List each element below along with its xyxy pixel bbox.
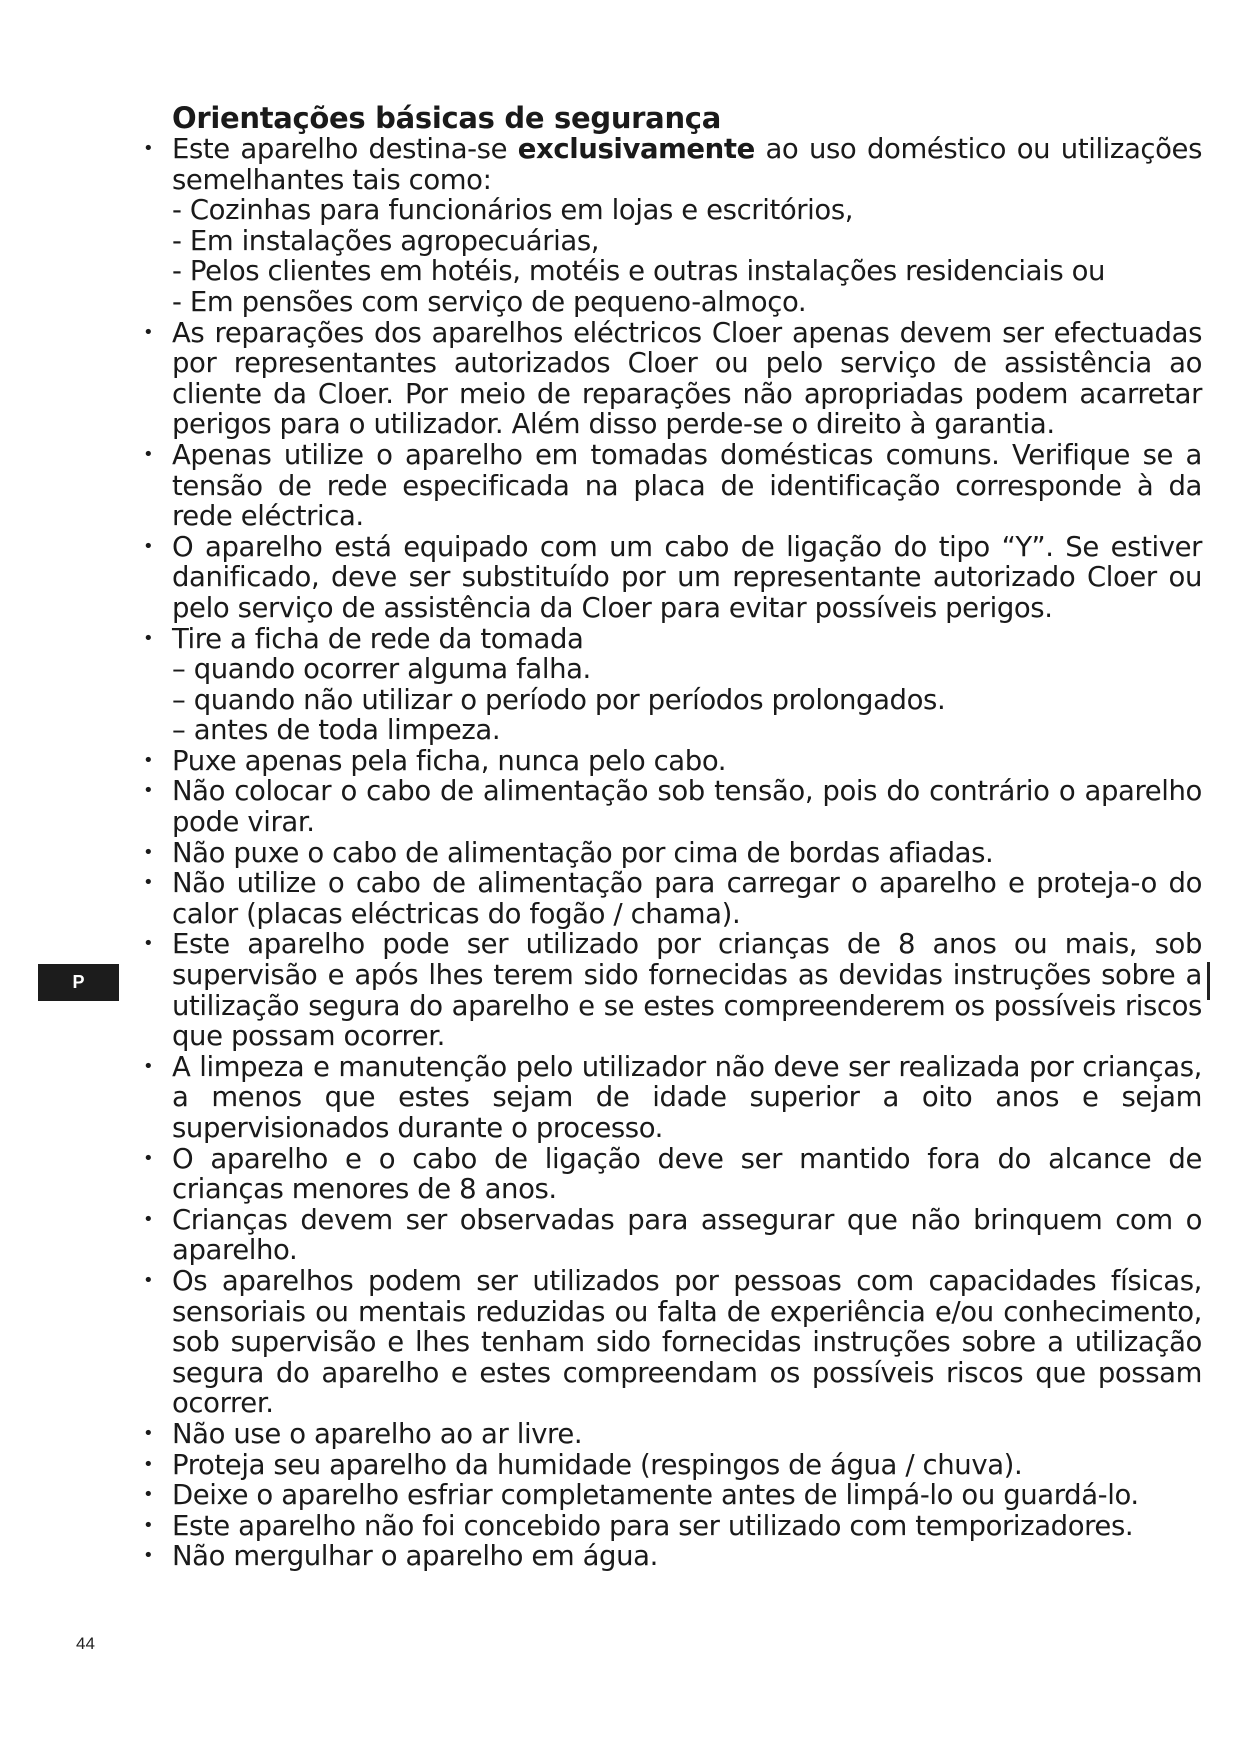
item-text: Este aparelho pode ser utilizado por crianças de 8 anos ou mais, sob supervisão e após lhes terem sido fornecidas as devidas instruções sobre a utilização segura do aparelho e se estes compreenderem os possíveis riscos que possam ocorrer. <box>172 928 1202 1053</box>
bullet-icon: • <box>143 1269 154 1291</box>
list-item <box>143 438 1202 533</box>
list-item <box>143 1264 1202 1420</box>
bullet-icon: • <box>143 1208 154 1230</box>
bullet-icon: • <box>143 443 154 465</box>
sub-item: - Pelos clientes em hotéis, motéis e outras instalações residenciais ou <box>172 255 1106 288</box>
bullet-icon: • <box>143 535 154 557</box>
bullet-icon: • <box>143 841 154 863</box>
list-item <box>143 928 1202 1053</box>
item-text: Não use o aparelho ao ar livre. <box>172 1417 583 1450</box>
item-text: ao uso doméstico ou utilizações semelhantes tais como: <box>172 133 1202 196</box>
bullet-icon: • <box>143 1422 154 1444</box>
list-item <box>143 530 1202 624</box>
item-text: Apenas utilize o aparelho em tomadas domésticas comuns. Verifique se a tensão de rede especificada na placa de identificação corresponde à da rede eléctrica. <box>172 438 1202 533</box>
bullet-icon: • <box>143 1055 154 1077</box>
bullet-icon: • <box>143 627 154 649</box>
item-text: Puxe apenas pela ficha, nunca pelo cabo. <box>172 744 727 777</box>
item-text: O aparelho está equipado com um cabo de ligação do tipo “Y”. Se estiver danificado, deve ser substituído por um representante autorizado Cloer ou pelo serviço de assistência da Cloer para evitar possíveis perigos. <box>172 530 1202 624</box>
list-item <box>143 775 1202 839</box>
list-item <box>143 1540 1202 1573</box>
item-text: Não utilize o cabo de alimentação para carregar o aparelho e proteja-o do calor (placas eléctricas do fogão / chama). <box>172 867 1202 930</box>
sub-item: – quando ocorrer alguma falha. <box>172 653 591 686</box>
list-item <box>143 836 1202 869</box>
bullet-icon: • <box>143 872 154 894</box>
list-item <box>143 1203 1202 1267</box>
bullet-icon: • <box>143 1514 154 1536</box>
sub-item: – quando não utilizar o período por períodos prolongados. <box>172 683 946 716</box>
list-item <box>143 133 1202 318</box>
bullet-icon: • <box>143 933 154 955</box>
page-number: 44 <box>76 1634 95 1653</box>
safety-section <box>143 101 1202 1573</box>
item-text: Não colocar o cabo de alimentação sob tensão, pois do contrário o aparelho pode virar. <box>172 775 1202 839</box>
list-item <box>143 1448 1202 1481</box>
page-edge-mark <box>1207 962 1210 1000</box>
list-item <box>143 867 1202 930</box>
bullet-icon: • <box>143 1484 154 1506</box>
sub-item: - Em pensões com serviço de pequeno-almoço. <box>172 285 807 318</box>
list-item <box>143 316 1202 441</box>
bullet-icon: • <box>143 1453 154 1475</box>
sub-item: – antes de toda limpeza. <box>172 714 501 747</box>
item-text: Crianças devem ser observadas para assegurar que não brinquem com o aparelho. <box>172 1203 1202 1267</box>
list-item <box>143 744 1202 777</box>
bullet-icon: • <box>143 1545 154 1567</box>
item-text: Este aparelho destina-se <box>172 133 518 165</box>
list-item <box>143 1417 1202 1450</box>
item-text: Não mergulhar o aparelho em água. <box>172 1540 658 1573</box>
item-text: Deixe o aparelho esfriar completamente antes de limpá-lo ou guardá-lo. <box>172 1479 1139 1512</box>
item-text: A limpeza e manutenção pelo utilizador não deve ser realizada por crianças, a menos que estes sejam de idade superior a oito anos e sejam supervisionados durante o processo. <box>172 1050 1202 1144</box>
section-heading: Orientações básicas de segurança <box>172 101 721 135</box>
language-tab: P <box>38 964 119 1001</box>
list-item <box>143 1142 1202 1206</box>
bullet-icon: • <box>143 321 154 343</box>
list-item <box>143 1479 1202 1512</box>
safety-list <box>143 133 1202 1573</box>
item-text: Não puxe o cabo de alimentação por cima de bordas afiadas. <box>172 836 994 869</box>
item-text: Tire a ficha de rede da tomada <box>172 622 584 655</box>
item-emphasis: exclusivamente <box>517 133 755 165</box>
bullet-icon: • <box>143 138 154 159</box>
list-item <box>143 622 1202 747</box>
item-text: As reparações dos aparelhos eléctricos Cloer apenas devem ser efectuadas por representantes autorizados Cloer ou pelo serviço de assistência ao cliente da Cloer. Por meio de reparações não apropriadas podem acarretar perigos para o utilizador. Além disso perde-se o direito à garantia. <box>172 316 1202 441</box>
bullet-icon: • <box>143 749 154 771</box>
bullet-icon: • <box>143 1147 154 1169</box>
sub-item: - Cozinhas para funcionários em lojas e escritórios, <box>172 194 854 227</box>
list-item <box>143 1050 1202 1144</box>
item-text: O aparelho e o cabo de ligação deve ser mantido fora do alcance de crianças menores de 8 anos. <box>172 1142 1202 1206</box>
sub-item: - Em instalações agropecuárias, <box>172 224 600 257</box>
item-text: Este aparelho não foi concebido para ser utilizado com temporizadores. <box>172 1509 1134 1542</box>
item-text: Proteja seu aparelho da humidade (respingos de água / chuva). <box>172 1448 1023 1481</box>
bullet-icon: • <box>143 780 154 802</box>
item-text: Os aparelhos podem ser utilizados por pessoas com capacidades físicas, sensoriais ou mentais reduzidas ou falta de experiência e/ou conhecimento, sob supervisão e lhes tenham sido fornecidas instruções sobre a utilização segura do aparelho e estes compreendam os possíveis riscos que possam ocorrer. <box>172 1264 1202 1420</box>
list-item <box>143 1509 1202 1542</box>
